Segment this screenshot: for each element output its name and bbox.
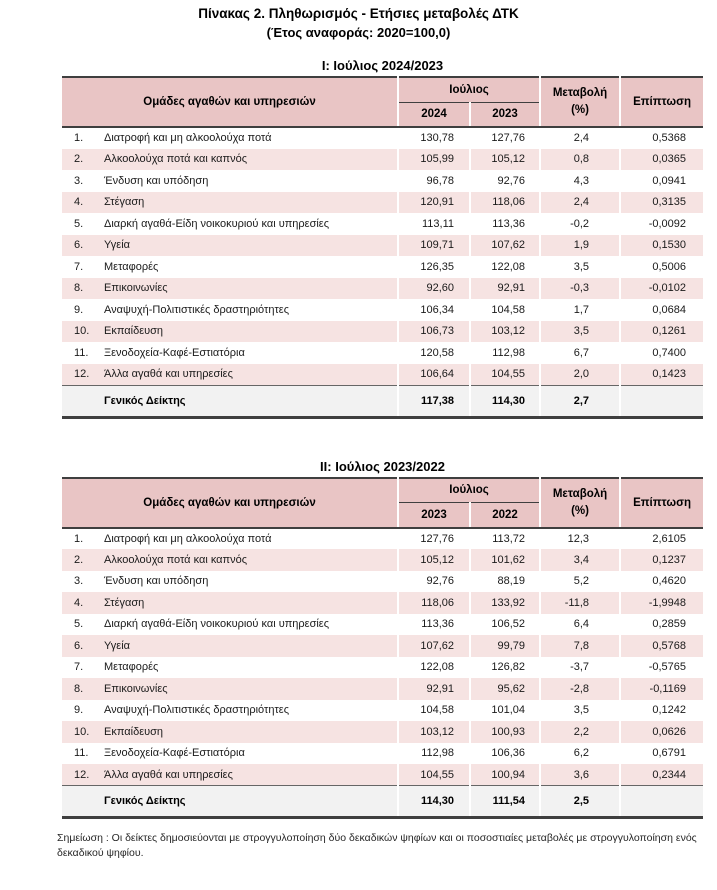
row-value-year1: 103,12 [398, 721, 470, 743]
table-2-header [62, 478, 703, 528]
table-2-body [62, 528, 703, 786]
total-value-year2: 114,30 [470, 385, 540, 417]
row-impact: 0,0684 [620, 299, 703, 321]
row-label: Διατροφή και μη αλκοολούχα ποτά [104, 532, 272, 545]
row-value-year2: 127,76 [470, 127, 540, 149]
row-number: 7. [74, 260, 84, 273]
row-value-year2: 104,55 [470, 364, 540, 386]
row-value-year1: 112,98 [398, 743, 470, 765]
row-change-pct: 2,4 [540, 127, 620, 149]
row-value-year2: 101,62 [470, 549, 540, 571]
total-label: Γενικός Δείκτης [100, 385, 398, 417]
row-value-year1: 92,76 [398, 571, 470, 593]
row-value-year2: 105,12 [470, 149, 540, 171]
table-row [62, 278, 703, 300]
row-value-year1: 122,08 [398, 657, 470, 679]
row-number: 6. [74, 639, 84, 652]
row-number: 5. [74, 217, 84, 230]
row-number: 11. [74, 346, 89, 359]
row-change-pct: 2,2 [540, 721, 620, 743]
col-header-year1: 2024 [398, 102, 470, 127]
col-header-impact: Επίπτωση [620, 478, 703, 528]
col-header-change-line2: (%) [571, 104, 589, 116]
row-impact: 0,0626 [620, 721, 703, 743]
row-label: Ένδυση και υπόδηση [104, 174, 209, 187]
col-header-change-line2: (%) [571, 504, 589, 517]
row-number: 2. [74, 553, 84, 566]
table-row [62, 528, 703, 550]
row-value-year1: 118,06 [398, 592, 470, 614]
table-row [62, 170, 703, 192]
col-header-year1: 2023 [398, 503, 470, 528]
total-row [62, 385, 703, 417]
row-change-pct: 6,4 [540, 614, 620, 636]
row-number: 12. [74, 368, 90, 380]
row-value-year2: 100,93 [470, 721, 540, 743]
total-change-pct: 2,7 [540, 385, 620, 417]
col-header-groups: Ομάδες αγαθών και υπηρεσιών [62, 77, 398, 127]
row-number: 3. [74, 575, 84, 588]
table-row [62, 743, 703, 765]
row-impact: -0,5765 [620, 657, 703, 679]
row-value-year1: 113,36 [398, 614, 470, 636]
row-impact: 0,1530 [620, 235, 703, 257]
row-change-pct: 6,2 [540, 743, 620, 765]
row-value-year2: 106,36 [470, 743, 540, 765]
row-impact: -0,0102 [620, 278, 703, 300]
row-value-year2: 88,19 [470, 571, 540, 593]
row-label: Στέγαση [104, 196, 145, 209]
table-row [62, 700, 703, 722]
row-value-year2: 101,04 [470, 700, 540, 722]
col-header-year2: 2023 [470, 102, 540, 127]
row-value-year2: 107,62 [470, 235, 540, 257]
row-label: Επικοινωνίες [104, 682, 168, 695]
row-value-year1: 107,62 [398, 635, 470, 657]
section-title-2: II: Ιούλιος 2023/2022 [320, 458, 445, 474]
row-impact: 2,6105 [620, 528, 703, 550]
row-label: Εκπαίδευση [104, 725, 164, 738]
row-impact: -0,1169 [620, 678, 703, 700]
row-label: Άλλα αγαθά και υπηρεσίες [104, 768, 233, 781]
row-value-year2: 99,79 [470, 635, 540, 657]
table-row [62, 657, 703, 679]
row-change-pct: 3,6 [540, 764, 620, 786]
row-change-pct: 3,5 [540, 700, 620, 722]
row-impact: 0,1242 [620, 700, 703, 722]
table-row [62, 192, 703, 214]
row-value-year1: 120,58 [398, 342, 470, 364]
table-1-header [62, 77, 703, 127]
row-label: Αναψυχή-Πολιτιστικές δραστηριότητες [104, 303, 290, 316]
table-row [62, 342, 703, 364]
row-change-pct: 3,4 [540, 549, 620, 571]
row-change-pct: -3,7 [540, 657, 620, 679]
row-impact: -1,9948 [620, 592, 703, 614]
row-label: Επικοινωνίες [104, 282, 168, 295]
row-number: 9. [74, 704, 84, 717]
row-value-year1: 106,34 [398, 299, 470, 321]
row-change-pct: 4,3 [540, 170, 620, 192]
col-header-groups: Ομάδες αγαθών και υπηρεσιών [62, 478, 398, 528]
row-value-year1: 96,78 [398, 170, 470, 192]
row-value-year2: 106,52 [470, 614, 540, 636]
page-subtitle: (Έτος αναφοράς: 2020=100,0) [266, 25, 451, 40]
row-label: Μεταφορές [104, 661, 159, 674]
row-impact: 0,1423 [620, 364, 703, 386]
row-value-year1: 104,55 [398, 764, 470, 786]
row-impact: 0,5006 [620, 256, 703, 278]
row-change-pct: -11,8 [540, 592, 620, 614]
row-value-year2: 92,91 [470, 278, 540, 300]
row-change-pct: 6,7 [540, 342, 620, 364]
row-change-pct: -2,8 [540, 678, 620, 700]
row-label: Διατροφή και μη αλκοολούχα ποτά [104, 132, 272, 145]
row-change-pct: 1,9 [540, 235, 620, 257]
row-value-year2: 126,82 [470, 657, 540, 679]
row-impact: 0,2859 [620, 614, 703, 636]
section-title-1: I: Ιούλιος 2024/2023 [321, 58, 444, 73]
total-impact [620, 385, 703, 417]
row-number: 4. [74, 196, 84, 209]
row-value-year1: 92,60 [398, 278, 470, 300]
row-label: Υγεία [104, 639, 131, 652]
row-change-pct: 2,4 [540, 192, 620, 214]
table-row [62, 256, 703, 278]
table-row [62, 127, 703, 149]
table-row [62, 571, 703, 593]
row-number: 12. [74, 768, 90, 781]
row-label: Άλλα αγαθά και υπηρεσίες [104, 368, 233, 380]
row-label: Στέγαση [104, 596, 145, 609]
total-change-pct: 2,5 [540, 786, 620, 818]
table-row [62, 592, 703, 614]
row-value-year1: 104,58 [398, 700, 470, 722]
row-value-year2: 104,58 [470, 299, 540, 321]
cpi-table-1 [62, 76, 703, 419]
row-number: 3. [74, 174, 84, 187]
row-change-pct: -0,2 [540, 213, 620, 235]
row-impact: 0,0941 [620, 170, 703, 192]
total-value-year1: 117,38 [398, 385, 470, 417]
row-value-year2: 92,76 [470, 170, 540, 192]
table-1-body [62, 127, 703, 385]
table-row [62, 614, 703, 636]
table-row [62, 364, 703, 386]
row-value-year1: 92,91 [398, 678, 470, 700]
total-value-year2: 111,54 [470, 786, 540, 818]
row-value-year2: 113,72 [470, 528, 540, 550]
row-value-year1: 105,12 [398, 549, 470, 571]
row-number: 11. [74, 747, 89, 760]
col-header-change [540, 77, 620, 127]
footnote: Σημείωση : Οι δείκτες δημοσιεύονται με στρογγυλοποίηση δύο δεκαδικών ψηφίων και οι ποσοστιαίες μεταβολές με στρογγυλοποίηση ενός δεκαδικού ψηφίου. [57, 832, 697, 860]
row-value-year1: 127,76 [398, 528, 470, 550]
col-header-year2: 2022 [470, 503, 540, 528]
row-label: Αναψυχή-Πολιτιστικές δραστηριότητες [104, 704, 290, 717]
row-number: 6. [74, 239, 84, 252]
table-row [62, 678, 703, 700]
table-row [62, 149, 703, 171]
row-label: Ξενοδοχεία-Καφέ-Εστιατόρια [104, 747, 245, 760]
row-number: 5. [74, 618, 84, 631]
row-label: Διαρκή αγαθά-Είδη νοικοκυριού και υπηρεσίες [104, 618, 330, 631]
row-impact: 0,7400 [620, 342, 703, 364]
table-row [62, 764, 703, 786]
row-value-year1: 113,11 [398, 213, 470, 235]
row-value-year1: 106,73 [398, 321, 470, 343]
row-number: 8. [74, 682, 84, 695]
row-change-pct: 3,5 [540, 256, 620, 278]
row-label: Ένδυση και υπόδηση [104, 575, 209, 588]
row-impact: 0,2344 [620, 764, 703, 786]
row-change-pct: 0,8 [540, 149, 620, 171]
row-label: Μεταφορές [104, 260, 159, 273]
table-row [62, 213, 703, 235]
row-value-year2: 122,08 [470, 256, 540, 278]
table-1-total [62, 385, 703, 417]
total-impact [620, 786, 703, 818]
row-value-year2: 112,98 [470, 342, 540, 364]
row-change-pct: 1,7 [540, 299, 620, 321]
content-area [62, 58, 703, 819]
row-value-year2: 113,36 [470, 213, 540, 235]
row-number: 9. [74, 303, 84, 316]
total-row [62, 786, 703, 818]
row-change-pct: 3,5 [540, 321, 620, 343]
row-label: Υγεία [104, 239, 131, 252]
row-label: Ξενοδοχεία-Καφέ-Εστιατόρια [104, 346, 245, 359]
row-value-year1: 105,99 [398, 149, 470, 171]
row-change-pct: 5,2 [540, 571, 620, 593]
table-row [62, 721, 703, 743]
row-value-year2: 100,94 [470, 764, 540, 786]
row-impact: 0,0365 [620, 149, 703, 171]
row-impact: 0,1237 [620, 549, 703, 571]
row-label: Διαρκή αγαθά-Είδη νοικοκυριού και υπηρεσίες [104, 217, 330, 230]
row-value-year2: 103,12 [470, 321, 540, 343]
row-impact: 0,5768 [620, 635, 703, 657]
row-label: Αλκοολούχα ποτά και καπνός [104, 153, 248, 166]
col-header-impact: Επίπτωση [620, 77, 703, 127]
table-row [62, 549, 703, 571]
row-value-year1: 109,71 [398, 235, 470, 257]
total-value-year1: 114,30 [398, 786, 470, 818]
row-value-year2: 118,06 [470, 192, 540, 214]
row-label: Εκπαίδευση [104, 325, 164, 338]
page-title: Πίνακας 2. Πληθωρισμός - Ετήσιες μεταβολές ΔΤΚ [198, 6, 519, 21]
row-number: 8. [74, 282, 84, 295]
row-value-year1: 130,78 [398, 127, 470, 149]
row-impact: 0,4620 [620, 571, 703, 593]
row-number: 4. [74, 596, 84, 609]
row-change-pct: 12,3 [540, 528, 620, 550]
row-value-year2: 133,92 [470, 592, 540, 614]
table-row [62, 299, 703, 321]
table-row [62, 635, 703, 657]
cpi-table-2 [62, 477, 703, 820]
row-impact: 0,5368 [620, 127, 703, 149]
row-impact: 0,1261 [620, 321, 703, 343]
col-header-month: Ιούλιος [398, 478, 540, 503]
table-row [62, 321, 703, 343]
row-label: Αλκοολούχα ποτά και καπνός [104, 553, 248, 566]
row-number: 7. [74, 661, 84, 674]
row-number: 10. [74, 725, 90, 738]
col-header-change-line1: Μεταβολή [552, 87, 608, 100]
row-value-year1: 106,64 [398, 364, 470, 386]
row-change-pct: 7,8 [540, 635, 620, 657]
row-number: 1. [74, 532, 84, 545]
col-header-change [540, 478, 620, 528]
row-number: 1. [74, 132, 84, 145]
row-change-pct: -0,3 [540, 278, 620, 300]
table-2-total [62, 786, 703, 818]
row-number: 2. [74, 153, 84, 166]
row-value-year2: 95,62 [470, 678, 540, 700]
row-value-year1: 126,35 [398, 256, 470, 278]
row-impact: 0,6791 [620, 743, 703, 765]
row-impact: 0,3135 [620, 192, 703, 214]
col-header-month: Ιούλιος [398, 77, 540, 102]
row-impact: -0,0092 [620, 213, 703, 235]
table-row [62, 235, 703, 257]
row-change-pct: 2,0 [540, 364, 620, 386]
col-header-change-line1: Μεταβολή [552, 487, 608, 500]
row-value-year1: 120,91 [398, 192, 470, 214]
total-label: Γενικός Δείκτης [100, 786, 398, 818]
row-number: 10. [74, 325, 90, 338]
